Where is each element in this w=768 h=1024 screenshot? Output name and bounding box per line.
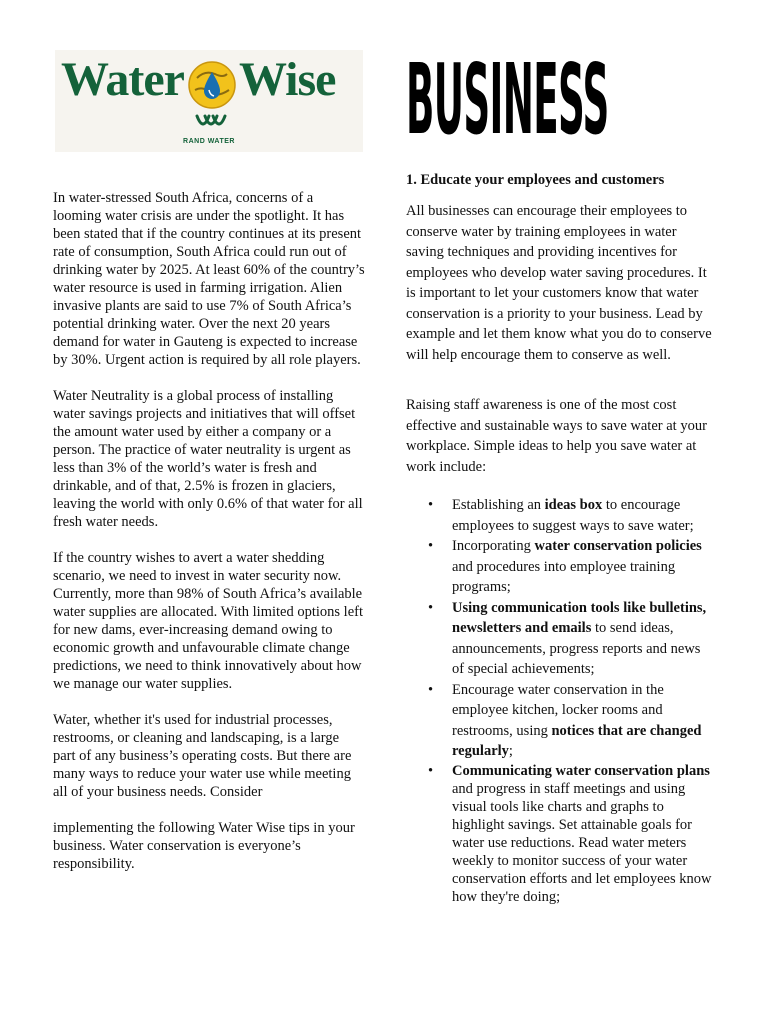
right-column <box>406 171 716 906</box>
list-item: • Establishing an ideas box to encourage employees to suggest ways to save water; <box>428 497 694 534</box>
educate-paragraph: All businesses can encourage their employees to conserve water by training employees in water saving techniques and providing incentives for employees who develop water saving procedures. It is important to let your customers know that water conservation is a priority to your business. Lead by example and let them know what you do to conserve will help encourage them to conserve as well. <box>406 203 712 363</box>
business-costs-paragraph: Water, whether it's used for industrial processes, restrooms, or cleaning and landscaping, is a large part of any business’s operating costs. But there are many ways to reduce your water use while meeting all of your business needs. Consider <box>53 712 352 800</box>
bold-phrase: ideas box <box>544 497 603 513</box>
water-wise-tips-paragraph: implementing the following Water Wise tips in your business. Water conservation is everyone’s responsibility. <box>53 820 355 872</box>
tips-list <box>406 495 716 906</box>
bold-phrase: notices that are changed regularly <box>452 722 702 759</box>
water-security-paragraph: If the country wishes to avert a water shedding scenario, we need to invest in water security now. Currently, more than 98% of South Africa’s available water supplies are allocated. With limited options left for new dams, ever-increasing demand owing to economic growth and unfavourable climate change predictions, we need to think innovatively about how we manage our water supplies. <box>53 550 364 692</box>
logo-subtitle: RAND WATER <box>183 138 235 145</box>
water-drop-globe-icon <box>187 60 237 110</box>
bullet-icon: • <box>428 599 434 616</box>
bold-phrase: Communicating water conservation plans <box>452 762 710 779</box>
list-item: • Communicating water conservation plans and progress in staff meetings and using visual tools like charts and graphs to highlight savings. Set attainable goals for water use reductions. Read water meters weekly to monitor success of your water conservation efforts and let employees know how they're doing; <box>428 762 712 905</box>
bullet-icon: • <box>428 538 434 554</box>
list-item: • Using communication tools like bulletins, newsletters and emails to send ideas, announcements, progress reports and news of special achievements; <box>428 599 707 677</box>
water-neutrality-paragraph: Water Neutrality is a global process of installing water savings projects and initiatives that will offset the amount water used by either a company or a person. The practice of water neutrality is urgent as less than 3% of the world’s water is fresh and drinkable, and of that, 2.5% is frozen in glaciers, leaving the world with only 0.6% of that water for all fresh water needs. <box>53 388 363 530</box>
section-heading: 1. Educate your employees and customers <box>406 172 665 188</box>
page-title: BUSINESS <box>406 43 609 158</box>
list-item: • Encourage water conservation in the employee kitchen, locker rooms and restrooms, using notices that are changed regularly; <box>428 681 702 759</box>
bullet-icon: • <box>428 762 434 779</box>
logo-word-wise: Wise <box>239 53 336 106</box>
water-wise-logo <box>55 50 363 152</box>
list-item: • Incorporating water conservation policies and procedures into employee training programs; <box>428 538 702 595</box>
intro-paragraph: In water-stressed South Africa, concerns of a looming water crisis are under the spotlight. It has been stated that if the country continues at its present rate of consumption, South Africa could run out of drinking water by 2025. At least 60% of the country’s water resource is used in farming irrigation. Alien invasive plants are said to use 7% of South Africa’s potential drinking water. Over the next 20 years demand for water in Gauteng is expected to increase by 30%. Urgent action is required by all role players. <box>53 190 365 368</box>
bullet-icon: • <box>428 681 434 698</box>
bold-phrase: water conservation policies <box>534 538 702 554</box>
bold-phrase: Using communication tools like bulletins, newsletters and emails <box>452 599 707 636</box>
staff-awareness-paragraph: Raising staff awareness is one of the most cost effective and sustainable ways to save water at your workplace. Simple ideas to help you save water at work include: <box>406 397 707 475</box>
rand-water-mark-icon <box>193 112 233 134</box>
bullet-icon: • <box>428 497 434 513</box>
left-column <box>53 189 365 891</box>
logo-word-water: Water <box>61 53 184 106</box>
